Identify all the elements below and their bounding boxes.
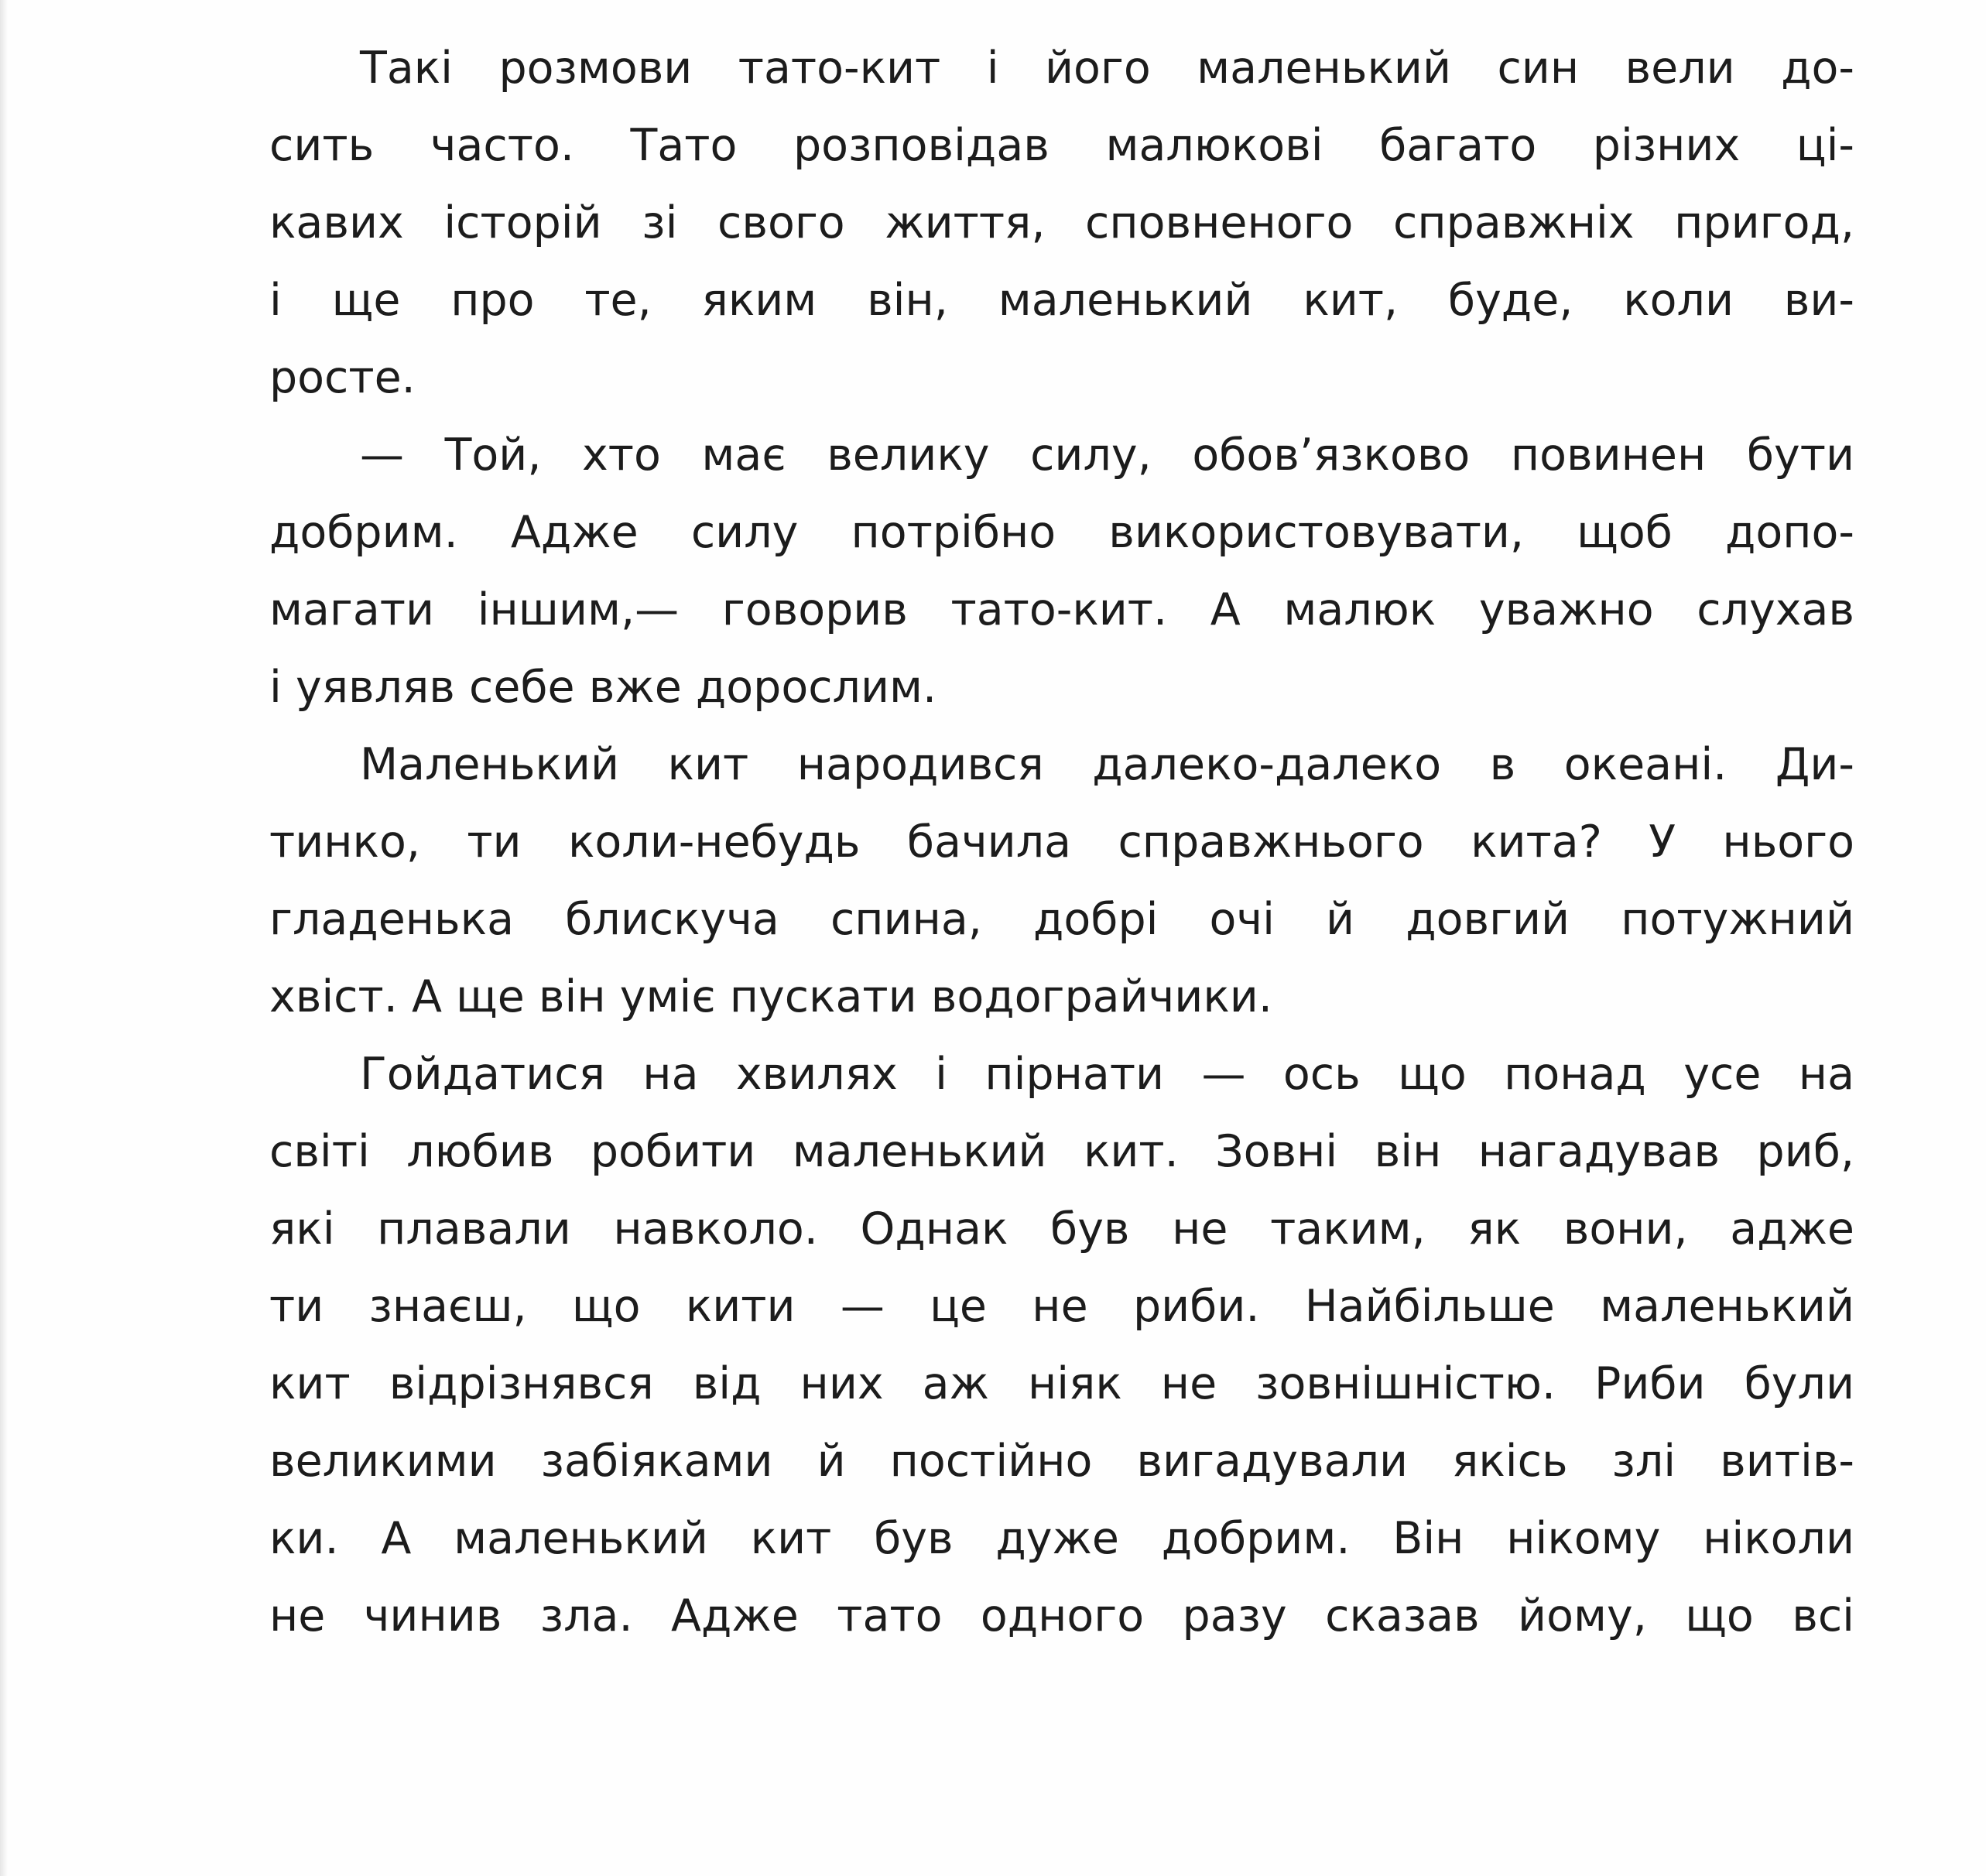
paragraph-4-line-4: ти знаєш, що кити — це не риби. Найбільше маленький xyxy=(269,1281,1854,1332)
paragraph-1-line-3: кавих історій зі свого життя, сповненого справжніх пригод, xyxy=(269,197,1854,248)
paragraph-4-line-8: не чинив зла. Адже тато одного разу сказав йому, що всі xyxy=(269,1590,1854,1642)
paragraph-3-line-4: хвіст. А ще він уміє пускати водограйчики. xyxy=(269,971,1272,1022)
paragraph-3-line-2: тинко, ти коли-небудь бачила справжнього кита? У нього xyxy=(269,816,1854,868)
story-text xyxy=(269,29,1854,1655)
paragraph-3-line-3: гладенька блискуча спина, добрі очі й довгий потужний xyxy=(269,894,1854,945)
paragraph-4-line-7: ки. А маленький кит був дуже добрим. Він нікому ніколи xyxy=(269,1513,1854,1564)
paragraph-1-line-2: сить часто. Тато розповідав малюкові багато різних ці- xyxy=(269,120,1854,171)
paragraph-4-line-6: великими забіяками й постійно вигадували якісь злі витів- xyxy=(269,1436,1854,1487)
scan-edge-shadow xyxy=(0,0,8,1876)
paragraph-4-line-1: Гойдатися на хвилях і пірнати — ось що понад усе на xyxy=(360,1049,1854,1100)
paragraph-3-line-1: Маленький кит народився далеко-далеко в океані. Ди- xyxy=(360,739,1854,790)
paragraph-2-line-4: і уявляв себе вже дорослим. xyxy=(269,662,937,713)
paragraph-1-line-1: Такі розмови тато-кит і його маленький син вели до- xyxy=(360,43,1854,94)
paragraph-4-line-3: які плавали навколо. Однак був не таким, як вони, адже xyxy=(269,1203,1854,1255)
paragraph-4-line-5: кит відрізнявся від них аж ніяк не зовнішністю. Риби були xyxy=(269,1358,1854,1409)
paragraph-2-line-2: добрим. Адже силу потрібно використовувати, щоб допо- xyxy=(269,507,1854,558)
paragraph-2-line-3: магати іншим,— говорив тато-кит. А малюк уважно слухав xyxy=(269,584,1854,635)
paragraph-1-line-4: і ще про те, яким він, маленький кит, буде, коли ви- xyxy=(269,275,1854,326)
paragraph-2-line-1: — Той, хто має велику силу, обов’язково повинен бути xyxy=(360,430,1854,481)
paragraph-1-line-5: росте. xyxy=(269,352,416,403)
paragraph-4-line-2: світі любив робити маленький кит. Зовні він нагадував риб, xyxy=(269,1126,1854,1177)
